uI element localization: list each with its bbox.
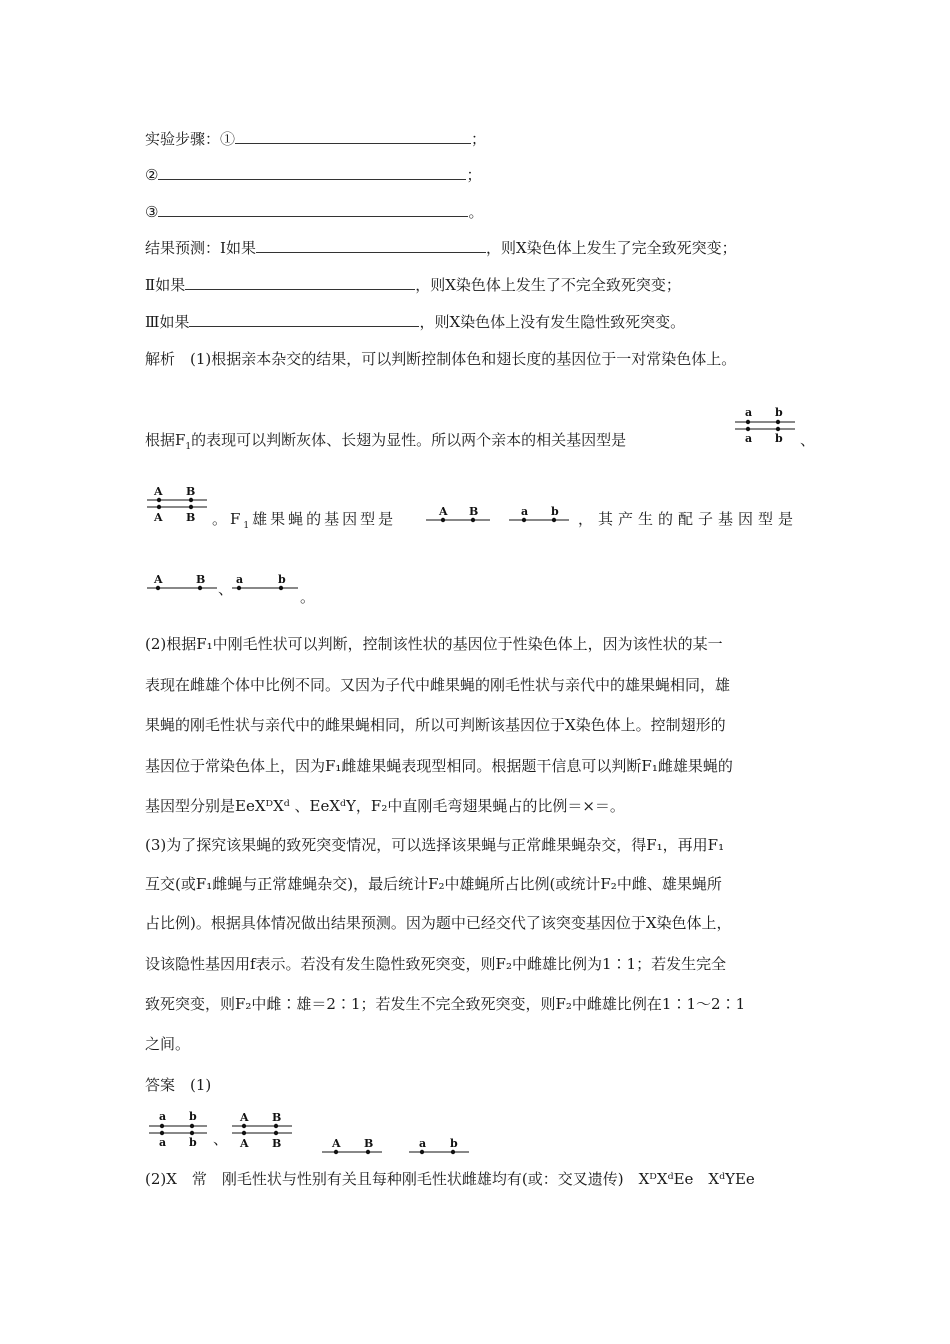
locus-A <box>334 1150 338 1154</box>
answer-chromosome-ab <box>407 1136 473 1160</box>
analysis-p1: 解析 (1)根据亲本杂交的结果，可以判断控制体色和翅长度的基因位于一对常染色体上。 <box>145 350 737 368</box>
analysis-p2-before: 根据F <box>145 431 186 449</box>
locus-A-top <box>157 498 161 502</box>
analysis-q3-line-4: 设该隐性基因用f表示。若没有发生隐性致死突变，则F₂中雌雄比例为1∶1；若发生完全 <box>145 955 727 973</box>
analysis-p2-tail: 、 <box>800 431 816 449</box>
analysis-q2-line-1: (2)根据F₁中刚毛性状可以判断，控制该性状的基因位于性染色体上，因为该性状的某一 <box>145 635 723 653</box>
gene-a: a <box>521 505 529 518</box>
homolog-pair-ab-over-ab <box>733 406 801 448</box>
gene-B-bottom: B <box>272 1137 282 1150</box>
step-3-blank[interactable] <box>158 202 468 217</box>
locus-A <box>156 586 160 590</box>
answer-diagram-AB-AB <box>230 1110 296 1152</box>
gene-A-bottom: A <box>240 1137 249 1150</box>
gene-b-bottom: b <box>189 1136 197 1149</box>
steps-label: 实验步骤： <box>145 130 221 148</box>
predict-i-blank[interactable] <box>256 238 486 253</box>
gene-a-top: a <box>159 1110 167 1123</box>
locus-a-bottom <box>160 1131 164 1135</box>
gene-A: A <box>439 505 448 518</box>
step-2-line <box>145 164 481 186</box>
predict-ii-blank[interactable] <box>185 275 415 290</box>
step-1-blank[interactable] <box>235 129 471 144</box>
locus-B <box>366 1150 370 1154</box>
analysis-p2-after: 的表现可以判断灰体、长翅为显性。所以两个亲本的相关基因型是 <box>191 431 627 449</box>
step-3-end: 。 <box>468 203 484 221</box>
gamete-AB <box>145 572 219 596</box>
locus-B <box>198 586 202 590</box>
locus-B-top <box>274 1124 278 1128</box>
gamete-ab <box>230 572 300 596</box>
analysis-p4-end: 。 <box>300 588 316 606</box>
answer-sep: 、 <box>213 1130 229 1148</box>
locus-b-top <box>190 1124 194 1128</box>
analysis-q2-line-3: 果蝇的刚毛性状与亲代中的雌果蝇相同，所以可判断该基因位于X染色体上。控制翅形的 <box>145 716 726 734</box>
gene-B: B <box>364 1137 374 1150</box>
gene-B: B <box>196 573 206 586</box>
gene-a: a <box>419 1137 427 1150</box>
analysis-p2 <box>145 429 626 458</box>
step-2-end: ； <box>466 166 482 184</box>
predict-ii-prefix: Ⅱ如果 <box>145 276 186 294</box>
gene-a: a <box>236 573 244 586</box>
chromosome-diagram-AB-AB <box>145 484 213 526</box>
gene-B-top: B <box>186 485 196 498</box>
gene-a-bottom: a <box>159 1136 167 1149</box>
step-2-blank[interactable] <box>158 165 466 180</box>
chromosome-ab-single <box>507 504 573 528</box>
locus-A-bottom <box>242 1131 246 1135</box>
analysis-q3-line-5: 致死突变，则F₂中雌∶雄＝2∶1；若发生不完全致死突变，则F₂中雌雄比例在1∶1～2∶1 <box>145 995 746 1013</box>
locus-b-bottom <box>776 427 780 431</box>
analysis-q3-line-3: 占比例)。根据具体情况做出结果预测。因为题中已经交代了该突变基因位于X染色体上， <box>145 914 732 932</box>
chromosome-diagram-ab-ab <box>733 406 801 448</box>
predict-i-prefix: Ⅰ如果 <box>220 239 256 257</box>
analysis-p3-sub: 1 <box>243 521 253 531</box>
locus-b <box>279 586 283 590</box>
gene-b-top: b <box>189 1110 197 1123</box>
locus-A <box>441 518 445 522</box>
analysis-p3-a: 。F <box>212 510 244 528</box>
locus-A-bottom <box>157 505 161 509</box>
predict-label: 结果预测： <box>145 239 221 257</box>
analysis-p4-sep: 、 <box>218 580 234 598</box>
predict-iii-blank[interactable] <box>189 312 419 327</box>
answer-q2: (2)X 常 刚毛性状与性别有关且每种刚毛性状雌雄均有(或：交叉遗传) XᴰXᵈEe XᵈYEe <box>145 1170 755 1188</box>
gene-b: b <box>450 1137 458 1150</box>
analysis-p3-c: ，其产生的配子基因型是 <box>578 510 799 528</box>
analysis-q3-line-6: 之间。 <box>145 1035 191 1053</box>
step-3-line <box>145 201 483 223</box>
gene-a-bottom: a <box>745 432 753 445</box>
locus-B-top <box>189 498 193 502</box>
predict-iii-prefix: Ⅲ如果 <box>145 313 190 331</box>
locus-B <box>471 518 475 522</box>
predict-i-suffix: ，则X染色体上发生了完全致死突变； <box>485 239 737 257</box>
answer-diagram-ab-ab <box>147 1110 213 1152</box>
locus-b <box>552 518 556 522</box>
gene-B: B <box>469 505 479 518</box>
analysis-q3-line-2: 互交(或F₁雌蝇与正常雄蝇杂交)，最后统计F₂中雄蝇所占比例(或统计F₂中雌、雄果蝇所 <box>145 875 722 893</box>
gene-A-bottom: A <box>154 511 163 524</box>
step-3-marker: ③ <box>145 203 159 221</box>
predict-ii-suffix: ，则X染色体上发生了不完全致死突变； <box>415 276 681 294</box>
predict-ii-line <box>145 274 681 296</box>
locus-B-bottom <box>274 1131 278 1135</box>
analysis-q2-line-5: 基因型分别是EeXᴰXᵈ 、EeXᵈY，F₂中直刚毛弯翅果蝇占的比例＝×＝。 <box>145 797 625 815</box>
step-2-marker: ② <box>145 166 159 184</box>
predict-iii-suffix: ，则X染色体上没有发生隐性致死突变。 <box>419 313 686 331</box>
locus-A-top <box>242 1124 246 1128</box>
locus-a <box>420 1150 424 1154</box>
gene-a-top: a <box>745 406 753 419</box>
gene-B-bottom: B <box>186 511 196 524</box>
analysis-q2-line-4: 基因位于常染色体上，因为F₁雌雄果蝇表现型相同。根据题干信息可以判断F₁雌雄果蝇的 <box>145 757 733 775</box>
answer-chromosome-AB <box>320 1136 386 1160</box>
locus-b <box>451 1150 455 1154</box>
analysis-p3-part1 <box>212 508 396 537</box>
gene-B-top: B <box>272 1111 282 1124</box>
gene-b: b <box>278 573 286 586</box>
homolog-pair-AB-over-AB <box>145 484 213 526</box>
analysis-p3-b: 雄果蝇的基因型是 <box>252 510 397 528</box>
step-1-end: ； <box>471 130 487 148</box>
gene-A: A <box>332 1137 341 1150</box>
gene-A-top: A <box>154 485 163 498</box>
gene-A: A <box>154 573 163 586</box>
gene-A-top: A <box>240 1111 249 1124</box>
predict-iii-line <box>145 311 685 333</box>
locus-b-bottom <box>190 1131 194 1135</box>
locus-a <box>237 586 241 590</box>
locus-a-bottom <box>746 427 750 431</box>
step-1-line <box>145 128 486 150</box>
locus-B-bottom <box>189 505 193 509</box>
locus-a <box>522 518 526 522</box>
gene-b-top: b <box>775 406 783 419</box>
analysis-q3-line-1: (3)为了探究该果蝇的致死突变情况，可以选择该果蝇与正常雌果蝇杂交，得F₁，再用F₁ <box>145 836 725 854</box>
locus-a-top <box>160 1124 164 1128</box>
gene-b: b <box>551 505 559 518</box>
answer-label: 答案 (1) <box>145 1076 212 1094</box>
predict-i-line <box>145 237 737 259</box>
chromosome-AB-single <box>424 504 494 528</box>
analysis-p2-sub: 1 <box>185 442 192 452</box>
locus-b-top <box>776 420 780 424</box>
locus-a-top <box>746 420 750 424</box>
step-1-marker: ① <box>220 130 236 148</box>
gene-b-bottom: b <box>775 432 783 445</box>
analysis-q2-line-2: 表现在雌雄个体中比例不同。又因为子代中雌果蝇的刚毛性状与亲代中的雄果蝇相同，雄 <box>145 676 731 694</box>
